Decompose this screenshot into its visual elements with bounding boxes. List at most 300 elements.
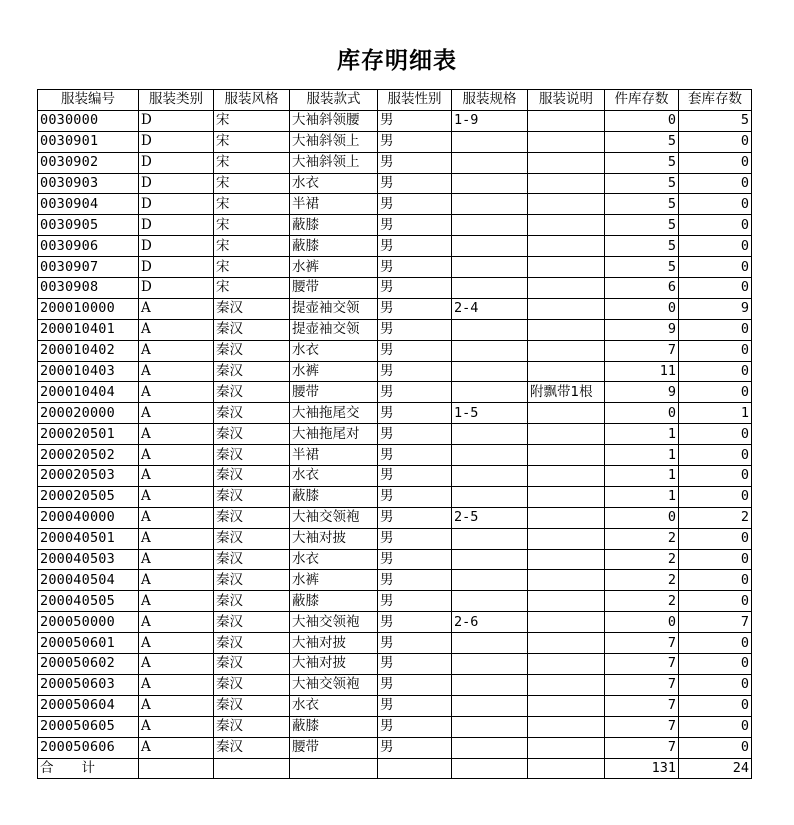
- cell-category: A: [139, 716, 214, 737]
- cell-category: D: [139, 152, 214, 173]
- cell-code: 200040000: [38, 507, 139, 528]
- cell-set-stock: 7: [679, 612, 752, 633]
- cell-note: [528, 215, 605, 236]
- cell-style: 宋: [214, 236, 290, 257]
- cell-size: [452, 633, 528, 654]
- cell-gender: 男: [378, 612, 452, 633]
- cell-size: [452, 445, 528, 466]
- cell-gender: 男: [378, 570, 452, 591]
- cell-category: A: [139, 591, 214, 612]
- cell-category: A: [139, 424, 214, 445]
- cell-size: [452, 194, 528, 215]
- cell-set-stock: 0: [679, 424, 752, 445]
- table-row: [38, 215, 752, 236]
- cell-piece-stock: 7: [605, 654, 679, 675]
- cell-code: 0030904: [38, 194, 139, 215]
- cell-code: 200050000: [38, 612, 139, 633]
- cell-category: D: [139, 257, 214, 278]
- cell-code: 0030902: [38, 152, 139, 173]
- cell-piece-stock: 2: [605, 528, 679, 549]
- cell-note: [528, 131, 605, 152]
- piece-total: 131: [605, 758, 679, 779]
- cell-piece-stock: 1: [605, 445, 679, 466]
- cell-type: 蔽膝: [290, 716, 378, 737]
- cell-note: [528, 340, 605, 361]
- cell-set-stock: 5: [679, 110, 752, 131]
- cell-code: 200040505: [38, 591, 139, 612]
- cell-category: D: [139, 236, 214, 257]
- cell-set-stock: 0: [679, 570, 752, 591]
- table-cell: [528, 758, 605, 779]
- cell-piece-stock: 11: [605, 361, 679, 382]
- cell-piece-stock: 7: [605, 695, 679, 716]
- cell-category: A: [139, 319, 214, 340]
- cell-size: [452, 695, 528, 716]
- cell-set-stock: 0: [679, 278, 752, 299]
- table-row: [38, 654, 752, 675]
- cell-gender: 男: [378, 319, 452, 340]
- cell-style: 宋: [214, 131, 290, 152]
- cell-note: [528, 403, 605, 424]
- cell-gender: 男: [378, 424, 452, 445]
- cell-piece-stock: 0: [605, 403, 679, 424]
- cell-type: 水衣: [290, 466, 378, 487]
- cell-set-stock: 0: [679, 382, 752, 403]
- table-row: [38, 131, 752, 152]
- column-header: 服装说明: [528, 90, 605, 111]
- cell-piece-stock: 7: [605, 340, 679, 361]
- cell-note: [528, 173, 605, 194]
- cell-size: [452, 674, 528, 695]
- cell-type: 大袖交领袍: [290, 612, 378, 633]
- cell-type: 腰带: [290, 278, 378, 299]
- cell-style: 秦汉: [214, 298, 290, 319]
- cell-gender: 男: [378, 257, 452, 278]
- cell-set-stock: 0: [679, 695, 752, 716]
- table-row: [38, 361, 752, 382]
- table-row: [38, 319, 752, 340]
- cell-category: A: [139, 361, 214, 382]
- cell-category: A: [139, 403, 214, 424]
- table-cell: [290, 758, 378, 779]
- cell-style: 秦汉: [214, 612, 290, 633]
- cell-note: [528, 257, 605, 278]
- cell-note: [528, 633, 605, 654]
- cell-style: 宋: [214, 215, 290, 236]
- cell-note: [528, 466, 605, 487]
- cell-code: 200050604: [38, 695, 139, 716]
- table-cell: [378, 758, 452, 779]
- table-row: [38, 424, 752, 445]
- cell-code: 0030901: [38, 131, 139, 152]
- cell-category: D: [139, 131, 214, 152]
- cell-size: [452, 466, 528, 487]
- cell-type: 水裤: [290, 570, 378, 591]
- cell-code: 0030908: [38, 278, 139, 299]
- cell-piece-stock: 7: [605, 737, 679, 758]
- cell-piece-stock: 5: [605, 152, 679, 173]
- header-row: [38, 90, 752, 111]
- cell-style: 秦汉: [214, 633, 290, 654]
- cell-note: [528, 194, 605, 215]
- table-row: [38, 674, 752, 695]
- table-row: [38, 507, 752, 528]
- table-body: [38, 110, 752, 758]
- cell-category: A: [139, 382, 214, 403]
- cell-note: [528, 612, 605, 633]
- cell-note: 附飘带1根: [528, 382, 605, 403]
- cell-type: 大袖交领袍: [290, 674, 378, 695]
- cell-size: [452, 654, 528, 675]
- table-row: [38, 591, 752, 612]
- cell-code: 200010402: [38, 340, 139, 361]
- cell-set-stock: 0: [679, 194, 752, 215]
- cell-type: 大袖斜领腰: [290, 110, 378, 131]
- cell-set-stock: 0: [679, 716, 752, 737]
- cell-note: [528, 110, 605, 131]
- cell-category: A: [139, 340, 214, 361]
- total-label: [38, 758, 139, 779]
- cell-code: 0030906: [38, 236, 139, 257]
- total-label-part1: 合: [40, 759, 54, 776]
- cell-note: [528, 695, 605, 716]
- cell-note: [528, 278, 605, 299]
- column-header: 服装款式: [290, 90, 378, 111]
- cell-note: [528, 298, 605, 319]
- cell-size: [452, 131, 528, 152]
- cell-gender: 男: [378, 737, 452, 758]
- cell-piece-stock: 0: [605, 110, 679, 131]
- cell-set-stock: 0: [679, 549, 752, 570]
- cell-style: 宋: [214, 152, 290, 173]
- cell-piece-stock: 5: [605, 131, 679, 152]
- cell-style: 秦汉: [214, 528, 290, 549]
- cell-category: D: [139, 173, 214, 194]
- cell-style: 秦汉: [214, 445, 290, 466]
- cell-style: 宋: [214, 173, 290, 194]
- cell-note: [528, 528, 605, 549]
- cell-gender: 男: [378, 194, 452, 215]
- cell-gender: 男: [378, 486, 452, 507]
- cell-category: D: [139, 194, 214, 215]
- cell-style: 秦汉: [214, 361, 290, 382]
- cell-note: [528, 716, 605, 737]
- cell-piece-stock: 5: [605, 236, 679, 257]
- cell-category: A: [139, 466, 214, 487]
- table-cell: [214, 758, 290, 779]
- cell-note: [528, 737, 605, 758]
- cell-category: A: [139, 695, 214, 716]
- table-row: [38, 486, 752, 507]
- cell-type: 大袖拖尾交: [290, 403, 378, 424]
- cell-style: 秦汉: [214, 591, 290, 612]
- cell-category: A: [139, 612, 214, 633]
- cell-size: [452, 278, 528, 299]
- cell-style: 宋: [214, 194, 290, 215]
- set-total: 24: [679, 758, 752, 779]
- cell-size: [452, 570, 528, 591]
- cell-gender: 男: [378, 716, 452, 737]
- cell-code: 200050605: [38, 716, 139, 737]
- cell-style: 宋: [214, 110, 290, 131]
- cell-piece-stock: 0: [605, 298, 679, 319]
- cell-style: 秦汉: [214, 695, 290, 716]
- cell-note: [528, 319, 605, 340]
- cell-size: [452, 591, 528, 612]
- table-row: [38, 194, 752, 215]
- cell-set-stock: 0: [679, 257, 752, 278]
- cell-size: 1-5: [452, 403, 528, 424]
- cell-note: [528, 549, 605, 570]
- cell-piece-stock: 1: [605, 486, 679, 507]
- table-row: [38, 445, 752, 466]
- cell-set-stock: 0: [679, 674, 752, 695]
- cell-piece-stock: 7: [605, 633, 679, 654]
- cell-code: 200040503: [38, 549, 139, 570]
- total-label-part2: 计: [81, 759, 95, 776]
- cell-note: [528, 361, 605, 382]
- cell-category: A: [139, 674, 214, 695]
- cell-gender: 男: [378, 633, 452, 654]
- cell-category: A: [139, 549, 214, 570]
- table-row: [38, 278, 752, 299]
- cell-code: 200050602: [38, 654, 139, 675]
- cell-type: 水衣: [290, 173, 378, 194]
- cell-size: 2-4: [452, 298, 528, 319]
- cell-set-stock: 0: [679, 215, 752, 236]
- cell-category: A: [139, 445, 214, 466]
- cell-category: A: [139, 528, 214, 549]
- table-row: [38, 340, 752, 361]
- cell-style: 秦汉: [214, 466, 290, 487]
- cell-style: 秦汉: [214, 486, 290, 507]
- cell-size: 2-5: [452, 507, 528, 528]
- cell-gender: 男: [378, 215, 452, 236]
- cell-gender: 男: [378, 131, 452, 152]
- table-row: [38, 236, 752, 257]
- table-row: [38, 298, 752, 319]
- cell-type: 蔽膝: [290, 215, 378, 236]
- cell-style: 秦汉: [214, 424, 290, 445]
- table-row: [38, 382, 752, 403]
- cell-category: A: [139, 298, 214, 319]
- cell-piece-stock: 0: [605, 612, 679, 633]
- total-row: [38, 758, 752, 779]
- table-row: [38, 110, 752, 131]
- cell-code: 200020503: [38, 466, 139, 487]
- cell-style: 秦汉: [214, 570, 290, 591]
- cell-code: 0030903: [38, 173, 139, 194]
- table-row: [38, 528, 752, 549]
- cell-type: 水衣: [290, 549, 378, 570]
- cell-piece-stock: 5: [605, 194, 679, 215]
- cell-piece-stock: 5: [605, 173, 679, 194]
- cell-note: [528, 654, 605, 675]
- cell-set-stock: 0: [679, 591, 752, 612]
- cell-note: [528, 152, 605, 173]
- cell-style: 秦汉: [214, 319, 290, 340]
- cell-code: 200020505: [38, 486, 139, 507]
- cell-type: 腰带: [290, 737, 378, 758]
- cell-gender: 男: [378, 695, 452, 716]
- cell-gender: 男: [378, 528, 452, 549]
- cell-size: 1-9: [452, 110, 528, 131]
- cell-type: 大袖对披: [290, 654, 378, 675]
- cell-type: 蔽膝: [290, 591, 378, 612]
- cell-set-stock: 0: [679, 486, 752, 507]
- cell-code: 200020501: [38, 424, 139, 445]
- cell-gender: 男: [378, 382, 452, 403]
- cell-size: [452, 215, 528, 236]
- cell-style: 秦汉: [214, 654, 290, 675]
- cell-code: 0030907: [38, 257, 139, 278]
- cell-gender: 男: [378, 340, 452, 361]
- cell-note: [528, 591, 605, 612]
- cell-set-stock: 0: [679, 654, 752, 675]
- cell-set-stock: 0: [679, 361, 752, 382]
- cell-gender: 男: [378, 549, 452, 570]
- cell-gender: 男: [378, 466, 452, 487]
- inventory-table: [37, 89, 752, 779]
- cell-code: 200040501: [38, 528, 139, 549]
- cell-note: [528, 570, 605, 591]
- cell-type: 水裤: [290, 257, 378, 278]
- cell-size: [452, 424, 528, 445]
- cell-piece-stock: 5: [605, 215, 679, 236]
- cell-set-stock: 1: [679, 403, 752, 424]
- cell-code: 200010404: [38, 382, 139, 403]
- cell-note: [528, 486, 605, 507]
- cell-gender: 男: [378, 361, 452, 382]
- cell-style: 秦汉: [214, 674, 290, 695]
- cell-size: [452, 737, 528, 758]
- cell-size: [452, 361, 528, 382]
- table-cell: [452, 758, 528, 779]
- cell-type: 水裤: [290, 361, 378, 382]
- cell-gender: 男: [378, 591, 452, 612]
- cell-type: 水衣: [290, 340, 378, 361]
- cell-type: 提壶袖交领: [290, 298, 378, 319]
- cell-piece-stock: 1: [605, 466, 679, 487]
- cell-gender: 男: [378, 236, 452, 257]
- cell-piece-stock: 1: [605, 424, 679, 445]
- cell-type: 大袖对披: [290, 633, 378, 654]
- cell-gender: 男: [378, 403, 452, 424]
- cell-size: [452, 236, 528, 257]
- cell-gender: 男: [378, 152, 452, 173]
- cell-code: 200020502: [38, 445, 139, 466]
- cell-category: A: [139, 633, 214, 654]
- cell-set-stock: 0: [679, 319, 752, 340]
- table-row: [38, 570, 752, 591]
- cell-category: D: [139, 110, 214, 131]
- table-row: [38, 695, 752, 716]
- cell-piece-stock: 0: [605, 507, 679, 528]
- cell-size: [452, 716, 528, 737]
- cell-style: 宋: [214, 278, 290, 299]
- column-header: 服装风格: [214, 90, 290, 111]
- cell-set-stock: 0: [679, 340, 752, 361]
- cell-gender: 男: [378, 445, 452, 466]
- cell-type: 水衣: [290, 695, 378, 716]
- cell-style: 秦汉: [214, 716, 290, 737]
- cell-type: 大袖斜领上: [290, 152, 378, 173]
- cell-type: 半裙: [290, 194, 378, 215]
- cell-code: 200040504: [38, 570, 139, 591]
- table-row: [38, 257, 752, 278]
- cell-gender: 男: [378, 654, 452, 675]
- cell-type: 大袖对披: [290, 528, 378, 549]
- cell-note: [528, 507, 605, 528]
- table-row: [38, 716, 752, 737]
- cell-set-stock: 9: [679, 298, 752, 319]
- cell-piece-stock: 9: [605, 382, 679, 403]
- cell-piece-stock: 9: [605, 319, 679, 340]
- cell-size: 2-6: [452, 612, 528, 633]
- cell-set-stock: 0: [679, 633, 752, 654]
- cell-size: [452, 382, 528, 403]
- table-cell: [139, 758, 214, 779]
- cell-style: 秦汉: [214, 403, 290, 424]
- cell-size: [452, 257, 528, 278]
- cell-style: 秦汉: [214, 382, 290, 403]
- cell-category: D: [139, 278, 214, 299]
- cell-note: [528, 674, 605, 695]
- cell-style: 宋: [214, 257, 290, 278]
- column-header: 服装性别: [378, 90, 452, 111]
- cell-set-stock: 0: [679, 466, 752, 487]
- cell-size: [452, 340, 528, 361]
- cell-code: 200010401: [38, 319, 139, 340]
- cell-set-stock: 0: [679, 173, 752, 194]
- cell-code: 0030000: [38, 110, 139, 131]
- cell-code: 200050603: [38, 674, 139, 695]
- cell-type: 半裙: [290, 445, 378, 466]
- cell-piece-stock: 6: [605, 278, 679, 299]
- cell-category: A: [139, 737, 214, 758]
- cell-type: 大袖拖尾对: [290, 424, 378, 445]
- cell-type: 大袖交领袍: [290, 507, 378, 528]
- cell-set-stock: 0: [679, 528, 752, 549]
- cell-category: A: [139, 486, 214, 507]
- table-row: [38, 466, 752, 487]
- cell-gender: 男: [378, 110, 452, 131]
- table-row: [38, 152, 752, 173]
- cell-size: [452, 528, 528, 549]
- table-row: [38, 737, 752, 758]
- cell-code: 200010000: [38, 298, 139, 319]
- table-row: [38, 633, 752, 654]
- table-row: [38, 612, 752, 633]
- cell-set-stock: 0: [679, 737, 752, 758]
- cell-piece-stock: 2: [605, 591, 679, 612]
- cell-piece-stock: 2: [605, 549, 679, 570]
- table-row: [38, 549, 752, 570]
- cell-category: D: [139, 215, 214, 236]
- page-title: 库存明细表: [337, 47, 457, 74]
- column-header: 套库存数: [679, 90, 752, 111]
- cell-gender: 男: [378, 298, 452, 319]
- cell-code: 200010403: [38, 361, 139, 382]
- column-header: 服装规格: [452, 90, 528, 111]
- cell-set-stock: 0: [679, 445, 752, 466]
- cell-piece-stock: 2: [605, 570, 679, 591]
- cell-size: [452, 152, 528, 173]
- cell-category: A: [139, 507, 214, 528]
- column-header: 服装编号: [38, 90, 139, 111]
- cell-set-stock: 0: [679, 131, 752, 152]
- cell-category: A: [139, 654, 214, 675]
